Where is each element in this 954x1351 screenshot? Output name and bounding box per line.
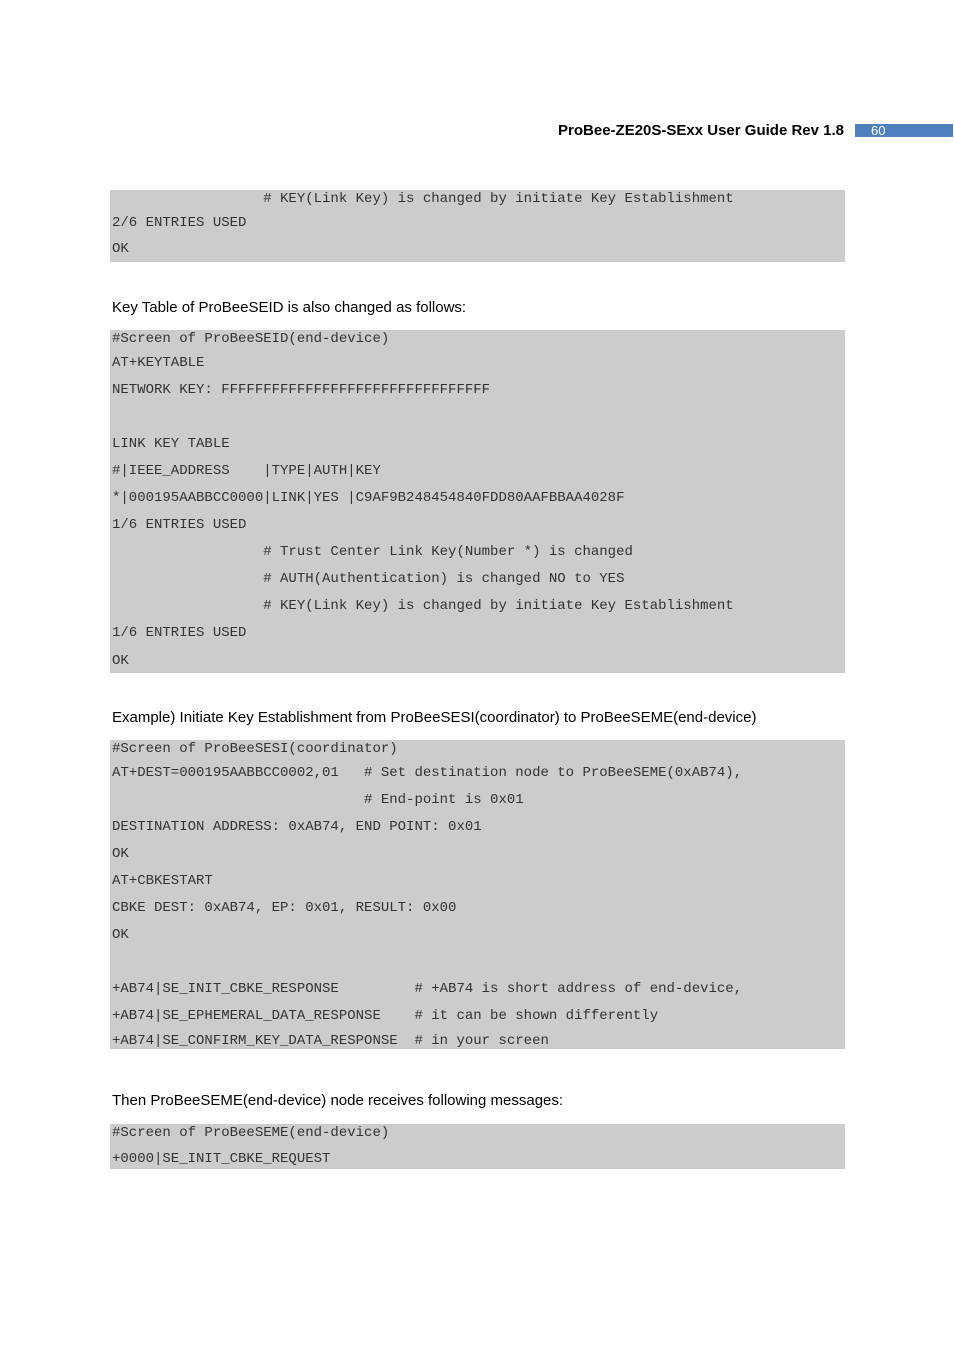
document-title: ProBee-ZE20S-SExx User Guide Rev 1.8 — [558, 122, 844, 139]
code-line: #Screen of ProBeeSEME(end-device) — [112, 1125, 390, 1141]
paragraph: Key Table of ProBeeSEID is also changed as follows: — [112, 299, 467, 316]
code-line: 1/6 ENTRIES USED — [112, 517, 247, 533]
code-block — [110, 1124, 845, 1169]
code-line: +0000|SE_INIT_CBKE_REQUEST — [112, 1151, 331, 1167]
code-line: OK — [112, 846, 129, 862]
code-line: LINK KEY TABLE — [112, 436, 230, 452]
page-number: 60 — [855, 124, 953, 137]
code-line: +AB74|SE_INIT_CBKE_RESPONSE # +AB74 is short address of end-device, — [112, 981, 743, 997]
code-line: +AB74|SE_CONFIRM_KEY_DATA_RESPONSE # in your screen — [112, 1033, 549, 1049]
code-line: +AB74|SE_EPHEMERAL_DATA_RESPONSE # it can be shown differently — [112, 1008, 659, 1024]
code-line: # End-point is 0x01 — [112, 792, 524, 808]
code-block — [110, 740, 845, 1049]
code-line: # Trust Center Link Key(Number *) is changed — [112, 544, 633, 560]
code-line: # KEY(Link Key) is changed by initiate Key Establishment — [112, 191, 734, 207]
code-line: #Screen of ProBeeSEID(end-device) — [112, 331, 390, 347]
code-block — [110, 190, 845, 262]
paragraph: Then ProBeeSEME(end-device) node receives following messages: — [112, 1092, 564, 1109]
code-line: *|000195AABBCC0000|LINK|YES |C9AF9B248454840FDD80AAFBBAA4028F — [112, 490, 625, 506]
code-line: OK — [112, 927, 129, 943]
paragraph: Example) Initiate Key Establishment from ProBeeSESI(coordinator) to ProBeeSEME(end-device) — [112, 709, 757, 726]
code-line: AT+KEYTABLE — [112, 355, 205, 371]
code-line: 2/6 ENTRIES USED — [112, 215, 247, 231]
code-line: AT+CBKESTART — [112, 873, 213, 889]
code-line: OK — [112, 653, 129, 669]
code-line: #Screen of ProBeeSESI(coordinator) — [112, 741, 398, 757]
code-line: NETWORK KEY: FFFFFFFFFFFFFFFFFFFFFFFFFFFFFFFF — [112, 382, 491, 398]
code-line: #|IEEE_ADDRESS |TYPE|AUTH|KEY — [112, 463, 381, 479]
code-block — [110, 330, 845, 673]
code-line: # AUTH(Authentication) is changed NO to YES — [112, 571, 625, 587]
code-line: 1/6 ENTRIES USED — [112, 625, 247, 641]
code-line: OK — [112, 241, 129, 257]
code-line: # KEY(Link Key) is changed by initiate Key Establishment — [112, 598, 734, 614]
code-line: AT+DEST=000195AABBCC0002,01 # Set destination node to ProBeeSEME(0xAB74), — [112, 765, 743, 781]
code-line: DESTINATION ADDRESS: 0xAB74, END POINT: 0x01 — [112, 819, 482, 835]
code-line — [112, 949, 845, 976]
code-line: CBKE DEST: 0xAB74, EP: 0x01, RESULT: 0x00 — [112, 900, 457, 916]
code-line — [112, 404, 845, 431]
